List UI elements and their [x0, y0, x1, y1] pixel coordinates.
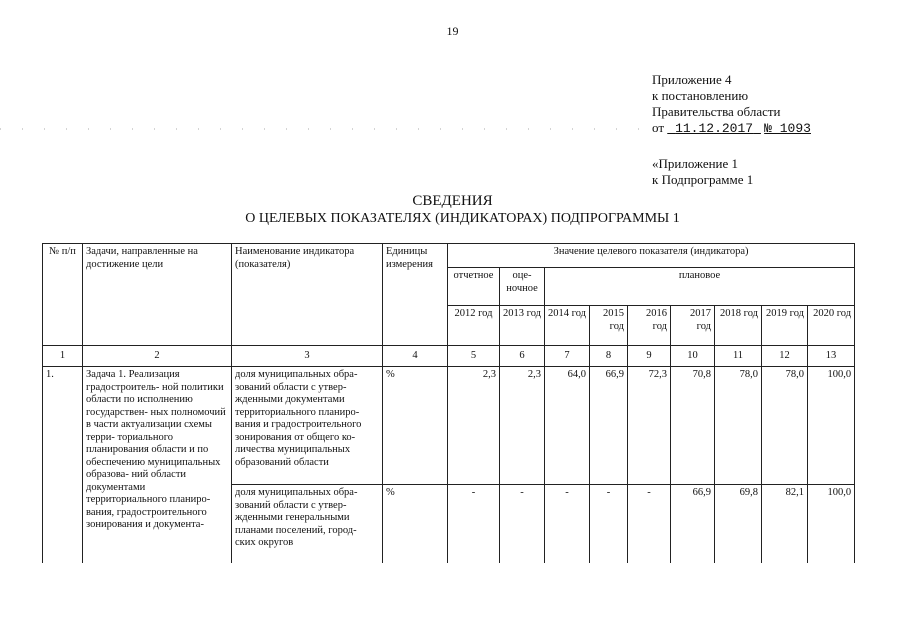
column-number: 6: [500, 346, 545, 367]
header-value-group: Значение целевого показателя (индикатора): [448, 244, 855, 268]
indicator-value: 69,8: [715, 485, 762, 563]
indicator-name: доля муниципальных обра- зований области с утвер- жденными документами территориального планиро- вания и градостроительного зонирования от общего ко- личества муниципальных образований области: [232, 367, 383, 485]
scan-artifact-dots: [0, 128, 640, 130]
column-number: 9: [628, 346, 671, 367]
column-number: 3: [232, 346, 383, 367]
column-number: 1: [43, 346, 83, 367]
appendix-date-prefix: от: [652, 120, 665, 135]
indicator-value: 64,0: [545, 367, 590, 485]
appendix-line2: к постановлению: [652, 88, 749, 103]
column-number: 4: [383, 346, 448, 367]
indicator-value: 2,3: [448, 367, 500, 485]
column-number: 12: [762, 346, 808, 367]
appendix-block: [652, 72, 811, 137]
header-year: 2020 год: [808, 306, 855, 346]
indicator-unit: %: [383, 485, 448, 563]
document-title: СВЕДЕНИЯ: [412, 193, 493, 209]
indicator-value: 100,0: [808, 485, 855, 563]
column-number: 5: [448, 346, 500, 367]
header-units: Единицы измерения: [383, 244, 448, 346]
header-year: 2012 год: [448, 306, 500, 346]
header-year: 2015 год: [590, 306, 628, 346]
page-number: 19: [446, 24, 459, 38]
table-row: [43, 367, 855, 485]
indicator-value: 2,3: [500, 367, 545, 485]
column-number: 8: [590, 346, 628, 367]
indicator-value: -: [590, 485, 628, 563]
indicator-name: доля муниципальных обра- зований области с утвер- жденными генеральными планами поселений, город- ских округов: [232, 485, 383, 563]
row-num: 1.: [43, 367, 83, 563]
indicator-value: 72,3: [628, 367, 671, 485]
appendix-line1: Приложение 4: [652, 72, 732, 87]
header-indicator: Наименование индикатора (показателя): [232, 244, 383, 346]
indicator-value: 70,8: [671, 367, 715, 485]
task-cell: Задача 1. Реализация градостроитель- ной политики области по исполнению государствен- ных полномочий в части актуализации схемы терри- ториального планирования области и по обеспечению муниципальных образова- ний области документами территориального планиро- вания, градостроительного зонирования и документа-: [83, 367, 232, 563]
indicator-unit: %: [383, 367, 448, 485]
header-year: 2018 год: [715, 306, 762, 346]
indicator-value: -: [628, 485, 671, 563]
column-number: 13: [808, 346, 855, 367]
appendix-reference: [652, 156, 753, 188]
document-subtitle: О ЦЕЛЕВЫХ ПОКАЗАТЕЛЯХ (ИНДИКАТОРАХ) ПОДПРОГРАММЫ 1: [245, 211, 680, 226]
header-estimated: оце- ночное: [500, 268, 545, 306]
header-year: 2017 год: [671, 306, 715, 346]
header-year: 2019 год: [762, 306, 808, 346]
indicator-value: 66,9: [671, 485, 715, 563]
column-number: 10: [671, 346, 715, 367]
appendix-ref-line1: «Приложение 1: [652, 156, 739, 171]
column-number: 7: [545, 346, 590, 367]
appendix-line3: Правительства области: [652, 104, 781, 119]
indicators-table: [42, 243, 855, 563]
header-num: № п/п: [43, 244, 83, 346]
indicator-value: 100,0: [808, 367, 855, 485]
appendix-ref-line2: к Подпрограмме 1: [652, 172, 754, 187]
header-year: 2013 год: [500, 306, 545, 346]
indicator-value: -: [545, 485, 590, 563]
appendix-line4: [652, 120, 811, 137]
indicator-value: 78,0: [762, 367, 808, 485]
indicator-value: -: [448, 485, 500, 563]
header-year: 2016 год: [628, 306, 671, 346]
indicator-value: 66,9: [590, 367, 628, 485]
indicator-value: 82,1: [762, 485, 808, 563]
header-tasks: Задачи, направленные на достижение цели: [83, 244, 232, 346]
indicator-value: -: [500, 485, 545, 563]
appendix-date: 11.12.2017: [675, 121, 754, 136]
header-year: 2014 год: [545, 306, 590, 346]
indicator-value: 78,0: [715, 367, 762, 485]
header-reporting: отчетное: [448, 268, 500, 306]
appendix-number: № 1093: [764, 121, 811, 136]
header-planned: плановое: [545, 268, 855, 306]
column-number: 11: [715, 346, 762, 367]
column-numbers-row: [43, 346, 855, 367]
column-number: 2: [83, 346, 232, 367]
